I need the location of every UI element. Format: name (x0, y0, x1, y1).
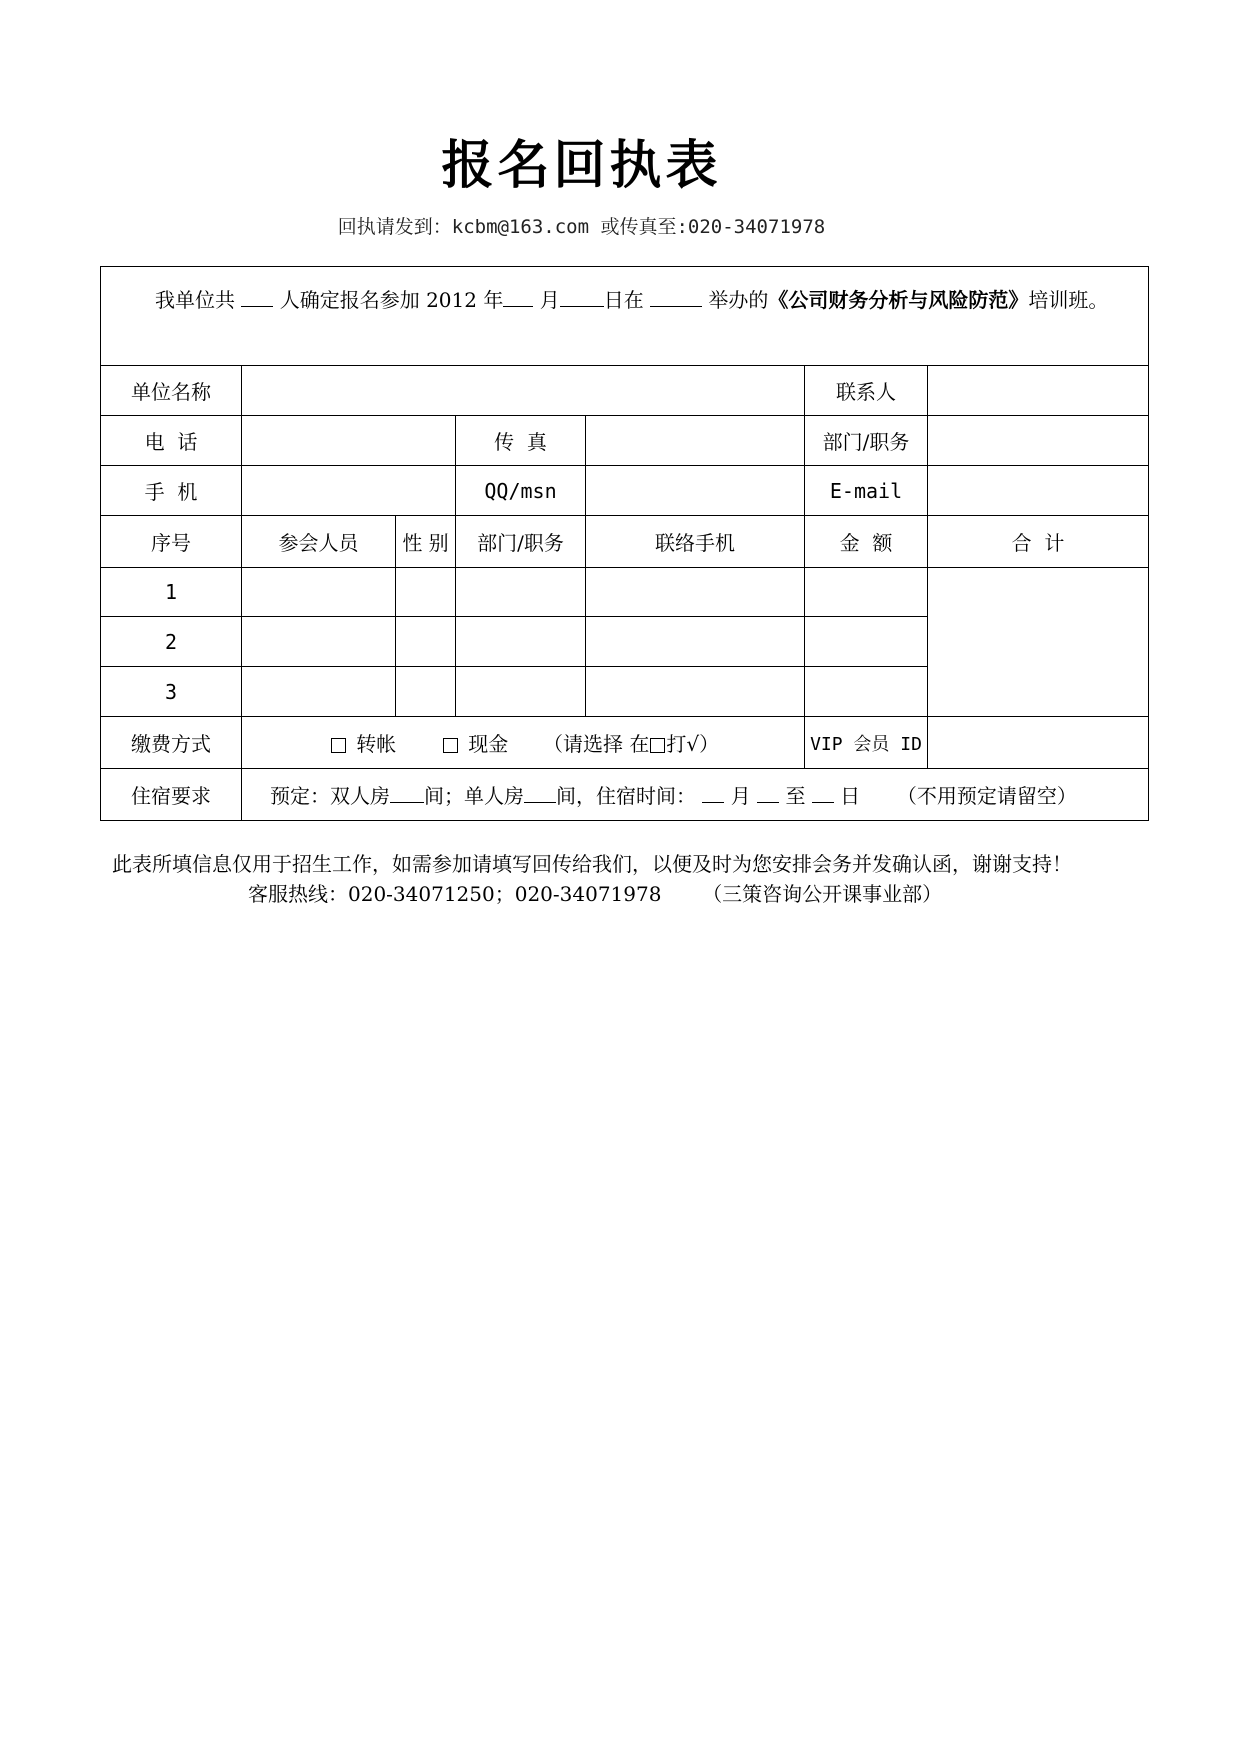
qq-label: QQ/msn (456, 466, 586, 516)
start-month-blank[interactable] (702, 782, 724, 803)
lodging-text: 月 (730, 784, 751, 808)
month-blank[interactable] (503, 286, 533, 307)
attendee-amount-cell[interactable] (805, 667, 928, 717)
header-gender: 性 别 (396, 516, 456, 568)
attendee-dept-cell[interactable] (456, 568, 586, 617)
intro-text: 日在 (603, 288, 644, 312)
submission-instructions: 回执请发到：kcbm@163.com 或传真至:020-34071978 (337, 216, 826, 238)
attendee-gender-cell[interactable] (396, 617, 456, 667)
attendee-dept-cell[interactable] (456, 667, 586, 717)
email-label: E-mail (805, 466, 928, 516)
end-day-blank[interactable] (812, 782, 834, 803)
table-row (101, 568, 1149, 617)
department: （三策咨询公开课事业部） (702, 882, 943, 906)
phone-field[interactable] (242, 416, 456, 466)
header-dept-role: 部门/职务 (456, 516, 586, 568)
course-name: 《公司财务分析与风险防范》 (768, 288, 1029, 312)
attendee-amount-cell[interactable] (805, 568, 928, 617)
intro-text: 月 (539, 288, 560, 312)
email-field[interactable] (928, 466, 1149, 516)
lodging-note: （不用预定请留空） (896, 784, 1077, 808)
attendee-dept-cell[interactable] (456, 617, 586, 667)
total-cell[interactable] (928, 568, 1149, 717)
intro-text: 培训班。 (1028, 288, 1109, 312)
privacy-notice: 此表所填信息仅用于招生工作，如需参加请填写回传给我们，以便及时为您安排会务并发确认函，谢谢支持！ (112, 852, 1072, 876)
venue-blank[interactable] (650, 286, 702, 307)
lodging-text: 至 (785, 784, 806, 808)
contact-field[interactable] (928, 366, 1149, 416)
payment-hint: 打√） (666, 732, 720, 756)
lodging-text: 日 (840, 784, 861, 808)
payment-hint: （请选择 在 (543, 732, 650, 756)
attendee-gender-cell[interactable] (396, 667, 456, 717)
qq-field[interactable] (586, 466, 805, 516)
fax-field[interactable] (586, 416, 805, 466)
attendee-name-cell[interactable] (242, 667, 396, 717)
dept-role-label: 部门/职务 (805, 416, 928, 466)
hotline: 客服热线：020-34071250；020-34071978 (248, 882, 662, 906)
attendee-mobile-cell[interactable] (586, 568, 805, 617)
cash-checkbox[interactable] (443, 738, 458, 753)
cash-label: 现金 (468, 732, 509, 756)
payment-options (242, 717, 805, 769)
start-day-blank[interactable] (757, 782, 779, 803)
mobile-field[interactable] (242, 466, 456, 516)
double-room-blank[interactable] (390, 782, 424, 803)
header-total: 合 计 (928, 516, 1149, 568)
hotline-line (248, 878, 942, 907)
payment-label: 缴费方式 (101, 717, 242, 769)
vip-id-field[interactable] (928, 717, 1149, 769)
contact-label: 联系人 (805, 366, 928, 416)
transfer-label: 转帐 (356, 732, 397, 756)
transfer-checkbox[interactable] (331, 738, 346, 753)
header-mobile: 联络手机 (586, 516, 805, 568)
lodging-text: 预定：双人房 (270, 784, 390, 808)
lodging-text: 间，住宿时间： (556, 784, 696, 808)
mobile-label: 手 机 (101, 466, 242, 516)
registration-form (100, 266, 1149, 821)
intro-text: 举办的 (708, 288, 769, 312)
checkbox-icon (650, 738, 665, 753)
attendee-gender-cell[interactable] (396, 568, 456, 617)
day-blank[interactable] (560, 286, 604, 307)
attendee-mobile-cell[interactable] (586, 667, 805, 717)
intro-statement (101, 267, 1149, 366)
row-number: 1 (101, 568, 242, 617)
vip-id-label: VIP 会员 ID (805, 717, 928, 769)
page-title: 报名回执表 (441, 136, 722, 196)
attendee-name-cell[interactable] (242, 568, 396, 617)
attendee-name-cell[interactable] (242, 617, 396, 667)
header-attendee: 参会人员 (242, 516, 396, 568)
row-number: 2 (101, 617, 242, 667)
dept-role-field[interactable] (928, 416, 1149, 466)
header-seq: 序号 (101, 516, 242, 568)
attendee-amount-cell[interactable] (805, 617, 928, 667)
fax-label: 传 真 (456, 416, 586, 466)
unit-name-field[interactable] (242, 366, 805, 416)
phone-label: 电 话 (101, 416, 242, 466)
intro-text: 我单位共 (155, 288, 235, 312)
lodging-label: 住宿要求 (101, 769, 242, 821)
attendee-mobile-cell[interactable] (586, 617, 805, 667)
row-number: 3 (101, 667, 242, 717)
lodging-details (242, 769, 1149, 821)
intro-text: 人确定报名参加 2012 年 (279, 288, 504, 312)
lodging-text: 间；单人房 (424, 784, 524, 808)
header-amount: 金 额 (805, 516, 928, 568)
single-room-blank[interactable] (524, 782, 556, 803)
unit-name-label: 单位名称 (101, 366, 242, 416)
headcount-blank[interactable] (241, 286, 273, 307)
